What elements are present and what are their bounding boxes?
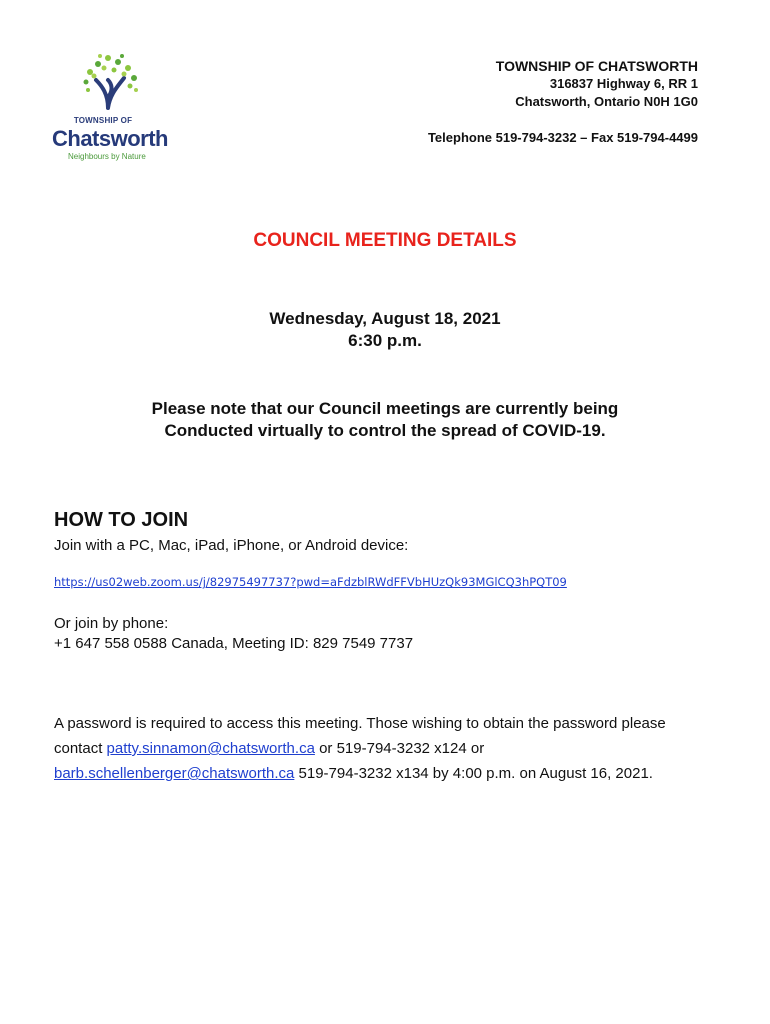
tree-icon: [78, 50, 144, 112]
contact-line: Telephone 519-794-3232 – Fax 519-794-4499: [427, 130, 698, 145]
letterhead: [428, 57, 698, 147]
password-paragraph: [54, 711, 714, 786]
meeting-date: Wednesday, August 18, 2021: [269, 309, 501, 328]
township-logo: [50, 50, 180, 165]
note-line-2: Conducted virtually to control the spread of COVID-19.: [164, 421, 606, 440]
zoom-link[interactable]: https://us02web.zoom.us/j/82975497737?pwd=aFdzblRWdFFVbHUzQk93MGlCQ3hPQT09: [54, 575, 567, 589]
meeting-datetime: [0, 308, 770, 352]
address-line-1: 316837 Highway 6, RR 1: [549, 76, 698, 91]
logo-name: Chatsworth: [52, 126, 168, 151]
org-name: TOWNSHIP OF CHATSWORTH: [495, 58, 698, 74]
covid-note: [0, 398, 770, 442]
phone-label: Or join by phone:: [54, 615, 169, 632]
phone-number-line: +1 647 558 0588 Canada, Meeting ID: 829 7549 7737: [54, 635, 414, 652]
note-line-1: Please note that our Council meetings are currently being: [151, 399, 619, 418]
password-text-2: or 519-794-3232 x124 or: [314, 740, 485, 757]
page-title: COUNCIL MEETING DETAILS: [253, 230, 517, 251]
spacer: [428, 111, 698, 129]
join-devices-text: Join with a PC, Mac, iPad, iPhone, or Android device:: [54, 537, 409, 554]
logo-tagline: Neighbours by Nature: [68, 152, 146, 161]
password-text-3: 519-794-3232 x134 by 4:00 p.m. on August 16, 2021.: [294, 765, 653, 782]
email-link-barb[interactable]: barb.schellenberger@chatsworth.ca: [54, 765, 295, 782]
logo-top-text: TOWNSHIP OF: [73, 116, 133, 125]
meeting-time: 6:30 p.m.: [348, 331, 422, 350]
email-link-patty[interactable]: patty.sinnamon@chatsworth.ca: [106, 740, 315, 757]
phone-join: [54, 614, 413, 654]
address-line-2: Chatsworth, Ontario N0H 1G0: [515, 94, 698, 109]
password-text-1: A password is required to access this meeting. Those wishing to obtain the password please contact: [54, 715, 666, 757]
how-to-join-heading: HOW TO JOIN: [54, 509, 189, 531]
